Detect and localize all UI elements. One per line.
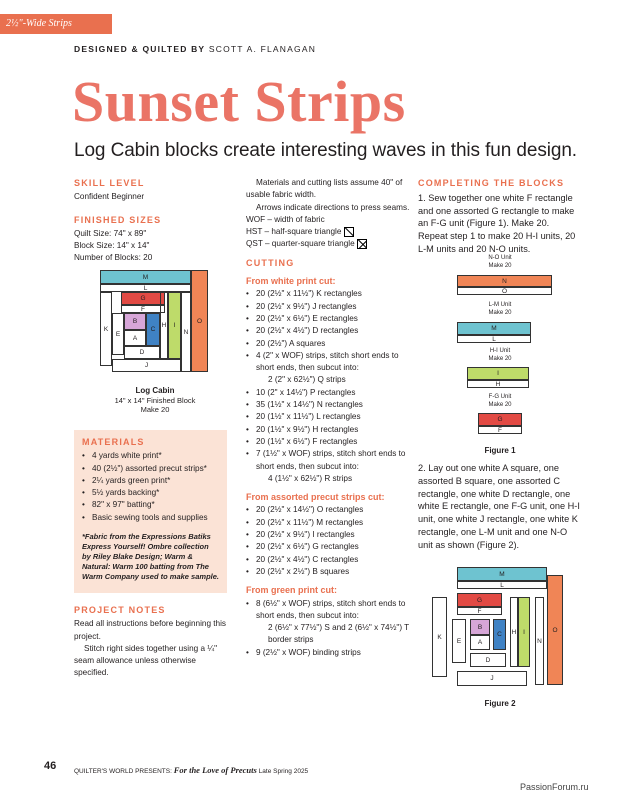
cut-item: • 20 (2½" x 11½") M rectangles [246,517,411,529]
cut-item: • 20 (2½" x 4½") C rectangles [246,554,411,566]
cut-item: • 8 (6½" x WOF) strips, stitch short ends to short ends, then subcut into: [246,598,411,623]
fig2-piece-e: E [452,619,466,663]
left-column [74,177,234,265]
precut-heading: From assorted precut strips cut: [246,492,385,503]
intro-paragraph: Arrows indicate directions to press seams. [256,202,410,212]
step-2-block [418,462,580,552]
unit-top-piece: M [457,322,531,335]
block-caption [85,386,225,415]
block-piece-l: L [100,284,191,292]
section-tab: 2½"-Wide Strips [0,14,112,34]
figure-2 [432,567,572,692]
block-piece-i: I [168,292,181,359]
block-piece-g: G [121,292,165,305]
cut-item: • 20 (2½" x 6½") E rectangles [246,313,411,325]
footer-pub: QUILTER'S WORLD PRESENTS: [74,768,172,775]
unit-bottom-piece: F [478,426,522,434]
figure-1 [440,255,560,455]
block-piece-e: E [112,313,124,355]
cut-item: • 20 (2½" x 2½") B squares [246,566,411,578]
cut-item: • 35 (1½" x 14½") N rectangles [246,399,411,411]
unit-label [440,348,560,363]
cut-item: • 4 (2" x WOF) strips, stitch short ends to short ends, then subcut into: [246,350,411,375]
intro-paragraph: Materials and cutting lists assume 40" of usable fabric width. [246,178,403,200]
unit-name: L-M Unit [488,302,512,308]
byline-name: SCOTT A. FLANAGAN [208,44,317,54]
fig2-piece-o: O [547,575,563,685]
cut-item: • 20 (2½" x 11½") K rectangles [246,288,411,300]
quilt-size: Quilt Size: 74" x 89" [74,228,147,238]
notes-paragraph: Stitch right sides together using a ¼" seam allowance unless otherwise specified. [74,643,218,678]
block-piece-a: A [124,330,146,346]
step-1: 1. Sew together one white F rectangle and one assorted G rectangle to make an F-G unit (Figure 1). Make 20. Repeat step 1 to make 20 H-I units, 20 L-M units and 20 N-O units. [418,192,576,254]
footer-issue: Late Spring 2025 [258,768,309,775]
log-cabin-diagram [100,270,210,378]
block-caption-make: Make 20 [140,405,170,414]
fig2-piece-g: G [457,593,502,607]
precut-cut-list [246,504,411,578]
cut-item: • 20 (2½" x 9½") J rectangles [246,301,411,313]
fig2-piece-n: N [535,597,544,685]
materials-item: • Basic sewing tools and supplies [82,512,219,524]
materials-list [82,450,219,524]
block-piece-d: D [124,346,160,359]
block-piece-b: B [124,313,146,330]
unit-top-piece: G [478,413,522,426]
block-piece-h: H [160,292,168,359]
block-piece-o: O [191,270,208,372]
block-piece-j: J [112,359,181,372]
unit-name: N-O Unit [488,255,512,261]
block-piece-c: C [146,313,160,346]
notes-heading: PROJECT NOTES [74,605,166,615]
skill-value: Confident Beginner [74,192,145,202]
fig2-piece-k: K [432,597,447,677]
abbr-qst: QST – quarter-square triangle [246,239,355,249]
cut-item: • 20 (2½") A squares [246,338,411,350]
unit-bottom-piece: H [467,380,529,388]
project-notes [74,604,230,680]
materials-note: *Fabric from the Expressions Batiks Express Yourself! Ombre collection by Riley Blake Design; Warm & Natural: Warm 100 batting from The Warm Company used to make sample. [82,532,219,582]
cut-subitem: 4 (1½" x 62½") R strips [268,473,353,483]
footer-mag: For the Love of Precuts [173,765,257,775]
unit-label [440,255,560,270]
cut-item: • 20 (2½" x 6½") G rectangles [246,541,411,553]
cut-subitem: 2 (6½" x 77½") S and 2 (6½" x 74½") T border strips [268,623,410,645]
notes-paragraph: Read all instructions before beginning this project. [74,619,227,641]
unit-bottom-piece: L [457,335,531,343]
sizes-heading: FINISHED SIZES [74,214,162,225]
unit-make: Make 20 [488,355,512,362]
byline [74,44,316,54]
materials-item: • 4 yards white print* [82,450,219,462]
unit-bottom-piece: O [457,287,552,295]
unit-make: Make 20 [488,309,512,316]
page-number: 46 [44,760,57,772]
cut-item: • 20 (1½" x 11½") L rectangles [246,411,411,423]
middle-column [246,177,411,659]
white-print-heading: From white print cut: [246,276,336,287]
cut-item: • 9 (2½" x WOF) binding strips [246,647,411,659]
block-count: Number of Blocks: 20 [74,253,153,263]
unit-top-piece: I [467,367,529,380]
abbr-wof: WOF – width of fabric [246,214,325,224]
green-cut-list-2 [246,647,411,659]
white-cut-list-2 [246,387,411,473]
step-2: 2. Lay out one white A square, one assorted B square, one assorted C rectangle, one white D rectangle, one white E rectangle, one F-G unit, one H-I unit, one white J rectangle, one white K rectangle, one L-M unit and one N-O unit as shown (Figure 2). [418,463,580,550]
fig2-piece-d: D [470,653,506,667]
cut-item: • 20 (2½" x 4½") D rectangles [246,325,411,337]
block-caption-title: Log Cabin [135,386,175,395]
green-cut-list [246,598,411,623]
fig2-piece-h: H [510,597,518,667]
completing-heading: COMPLETING THE BLOCKS [418,178,565,188]
cut-item: • 7 (1½" x WOF) strips, stitch short ends to short ends, then subcut into: [246,448,411,473]
materials-item: • 2¼ yards green print* [82,475,219,487]
fig2-piece-b: B [470,619,490,635]
right-column-top [418,177,578,256]
unit-name: F-G Unit [488,394,512,400]
materials-item: • 5½ yards backing* [82,487,219,499]
cut-item: • 10 (2" x 14½") P rectangles [246,387,411,399]
unit-make: Make 20 [488,401,512,408]
materials-item: • 40 (2½") assorted precut strips* [82,463,219,475]
white-cut-list [246,288,411,374]
cut-item: • 20 (1½" x 9½") H rectangles [246,424,411,436]
materials-heading: MATERIALS [82,437,145,447]
block-piece-n: N [181,292,191,372]
fig2-piece-f: F [457,607,502,615]
block-piece-m: M [100,270,191,284]
skill-heading: SKILL LEVEL [74,178,145,188]
cut-item: • 20 (1½" x 6½") F rectangles [246,436,411,448]
block-caption-size: 14" x 14" Finished Block [114,395,196,405]
fig2-piece-a: A [470,635,490,650]
hst-icon [344,227,354,237]
qst-icon [357,239,367,249]
footer-publication [74,765,308,775]
figure-1-caption: Figure 1 [484,446,516,455]
unit-label [440,394,560,409]
abbr-hst: HST – half-square triangle [246,227,342,237]
unit-make: Make 20 [488,262,512,269]
block-size: Block Size: 14" x 14" [74,241,150,251]
unit-name: H-I Unit [489,348,511,354]
cut-item: • 20 (2½" x 9½") I rectangles [246,529,411,541]
cutting-heading: CUTTING [246,257,295,268]
unit-top-piece: N [457,275,552,287]
fig2-piece-j: J [457,671,527,686]
cut-item: • 20 (2½" x 14½") O rectangles [246,504,411,516]
page-title: Sunset Strips [72,69,406,134]
fig2-piece-i: I [518,597,530,667]
materials-panel [74,430,227,593]
watermark: PassionForum.ru [520,782,589,792]
fig2-piece-l: L [457,581,547,589]
fig2-piece-m: M [457,567,547,581]
fig2-piece-c: C [493,619,506,650]
figure-2-caption: Figure 2 [484,699,516,708]
cut-subitem: 2 (2" x 62½") Q strips [268,375,346,385]
page-subtitle: Log Cabin blocks create interesting waves in this fun design. [74,140,577,161]
block-piece-f: F [121,305,165,313]
abbr-qst-row [246,238,411,250]
abbr-hst-row [246,226,411,238]
green-print-heading: From green print cut: [246,585,338,596]
materials-item: • 82" x 97" batting* [82,499,219,511]
unit-label [440,302,560,317]
block-piece-k: K [100,292,112,366]
byline-prefix: DESIGNED & QUILTED BY [74,44,206,54]
